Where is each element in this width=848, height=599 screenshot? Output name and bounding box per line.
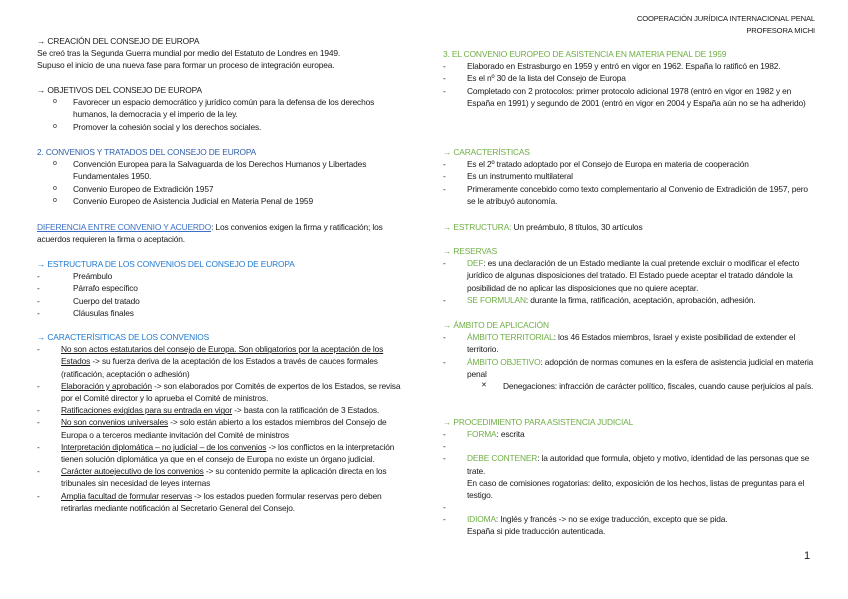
section-heading: → CARACTERÍSTICAS	[443, 147, 530, 157]
section-diferencia	[37, 221, 407, 245]
spacer	[443, 440, 818, 452]
course-title: COOPERACIÓN JURÍDICA INTERNACIONAL PENAL	[636, 14, 815, 23]
list-item	[37, 441, 407, 465]
item-text: : los 46 Estados miembros, Israel y existe posibilidad de extender el territorio.	[467, 332, 796, 355]
section-caracteristicas	[443, 146, 818, 207]
list-item	[37, 343, 407, 380]
item-text: -> solo están abierto a los estados miembros del Consejo de Europa o a terceros mediante invitación del Comité de ministros	[61, 417, 387, 440]
list-item: - Es el nº 30 de la lista del Consejo de Europa	[443, 72, 818, 84]
item-text: : es una declaración de un Estado mediante la cual pretende excluir o modificar el efecto jurídico de algunas disposiciones del tratado. El Estado puede aceptar el tratado dándole la posibilidad de no aplicar las disposiciones que no quiere aceptar.	[467, 258, 800, 293]
list-item: - Primeramente concebido como texto complementario al Convenio de Extradición de 1957, pero se le atribuyó autonomía.	[443, 183, 818, 207]
item-label: ÁMBITO OBJETIVO	[467, 356, 541, 367]
list-item: - Completado con 2 protocolos: primer protocolo adicional 1978 (entró en vigor en 1982 y en España en 1991) y segundo de 2001 (entró en vigor en 2004 y España aún no se ha adherido)	[443, 85, 818, 109]
list-item: - Elaborado en Estrasburgo en 1959 y entró en vigor en 1962. España lo ratificó en 1982.	[443, 60, 818, 72]
section-procedimiento	[443, 416, 818, 538]
list-item: o Convención Europea para la Salvaguarda de los Derechos Humanos y Libertades Fundamentales 1950.	[37, 158, 407, 182]
spacer	[443, 501, 818, 513]
item-label: DEBE CONTENER	[467, 453, 538, 464]
list-item: - Cláusulas finales	[37, 307, 407, 319]
list-item	[443, 294, 818, 306]
list-item: o Favorecer un espacio democrático y jurídico común para la defensa de los derechos humanos, la democracia y el imperio de la ley.	[37, 96, 407, 120]
list-item	[37, 465, 407, 489]
item-text: -> su contenido permite la aplicación directa en los tribunales sin necesidad de leyes internas	[61, 466, 387, 489]
section-heading: → PROCEDIMIENTO PARA ASISTENCIA JUDICIAL	[443, 417, 634, 427]
item-text: : la autoridad que formula, objeto y motivo, identidad de las personas que se trate.	[467, 453, 810, 476]
section-reservas	[443, 245, 818, 306]
diferencia-text: : Los convenios exigen la firma y ratificación; los acuerdos requieren la firma o aceptación.	[37, 222, 383, 245]
section-heading: → ESTRUCTURA DE LOS CONVENIOS DEL CONSEJO DE EUROPA	[37, 259, 295, 269]
item-text: -> basta con la ratificación de 3 Estados.	[232, 405, 380, 416]
item-text-extra: España si pide traducción autenticada.	[467, 526, 606, 537]
section-heading: → CARACTERÍSITICAS DE LOS CONVENIOS	[37, 332, 210, 342]
item-lead: Carácter autoejecutivo de los convenios	[61, 466, 204, 477]
section-caracteristicas-convenios	[37, 331, 407, 514]
list-item: - Cuerpo del tratado	[37, 295, 407, 307]
item-text-extra: En caso de comisiones rogatorias: delito, exposición de los hechos, listas de preguntas para el testigo.	[467, 477, 805, 501]
section-estructura	[37, 258, 407, 319]
section-heading: → OBJETIVOS DEL CONSEJO DE EUROPA	[37, 85, 202, 95]
item-text: -> los conflictos en la interpretación tienen solución diplomática ya que en el consejo de Europa no existe un órgano judicial.	[61, 441, 395, 465]
item-lead: Ratificaciones exigidas para su entrada en vigor	[61, 405, 233, 416]
list-item	[37, 490, 407, 514]
diferencia-link[interactable]: DIFERENCIA ENTRE CONVENIO Y ACUERDO	[37, 222, 212, 232]
section-estructura-1959	[443, 221, 818, 233]
section-creacion	[37, 35, 407, 72]
item-text: : adopción de normas comunes en la esfera de asistencia judicial en materia penal	[467, 356, 814, 379]
section-objetivos	[37, 84, 407, 133]
page-number: 1	[804, 550, 810, 562]
item-label: FORMA	[467, 429, 497, 440]
list-item	[37, 380, 407, 404]
item-lead: Amplia facultad de formular reservas	[61, 490, 192, 501]
item-label: DEF	[467, 258, 484, 269]
item-label: IDIOMA	[467, 514, 496, 525]
list-item	[443, 331, 818, 355]
paragraph: Supuso el inicio de una nueva fase para formar un proceso de integración europea.	[37, 60, 335, 71]
section-heading: 2. CONVENIOS Y TRATADOS DEL CONSEJO DE EUROPA	[37, 147, 257, 157]
section-heading: 3. EL CONVENIO EUROPEO DE ASISTENCIA EN MATERIA PENAL DE 1959	[443, 49, 727, 59]
section-convenios	[37, 146, 407, 207]
section-heading: → RESERVAS	[443, 246, 498, 256]
item-text: -> los estados pueden formular reservas pero deben retirarlas mediante notificación al Secretario General del Consejo.	[61, 490, 382, 513]
section-heading: → ÁMBITO DE APLICACIÓN	[443, 320, 549, 330]
list-item: - Es el 2º tratado adoptado por el Consejo de Europa en materia de cooperación	[443, 158, 818, 170]
section-heading: → CREACIÓN DEL CONSEJO DE EUROPA	[37, 36, 200, 46]
item-lead: No son actos estatutarios del consejo de Europa. Son obligatorios por la aceptación de los Estados	[61, 344, 384, 367]
item-text: : Inglés y francés -> no se exige traducción, excepto que se pida.	[495, 514, 728, 525]
item-lead: No son convenios universales	[61, 417, 169, 428]
page-header	[637, 13, 815, 37]
list-item: - Es un instrumento multilateral	[443, 170, 818, 182]
list-item: o Convenio Europeo de Extradición 1957	[37, 183, 407, 195]
item-lead: Elaboración y aprobación	[61, 380, 152, 391]
section-ambito	[443, 319, 818, 392]
item-text: -> su fuerza deriva de la aceptación de los Estados a través de cauces formales (ratificación, aceptación o adhesión)	[61, 356, 378, 379]
list-item	[443, 257, 818, 294]
item-lead: Interpretación diplomática – no judicial – de los convenios	[61, 441, 267, 452]
item-text: -> son elaborados por Comités de expertos de los Estados, se revisa por el Comité director y lo aprueba el Comité de ministros.	[61, 380, 401, 404]
item-label: SE FORMULAN	[467, 294, 526, 305]
item-text: : durante la firma, ratificación, aceptación, aprobación, adhesión.	[525, 294, 756, 305]
list-item-forma	[443, 428, 818, 440]
list-item-idioma	[443, 513, 818, 537]
item-label: ÁMBITO TERRITORIAL	[467, 332, 554, 343]
estructura-text: Un preámbulo, 8 títulos, 30 artículos	[511, 222, 643, 232]
list-item-contener	[443, 452, 818, 501]
list-item: - Preámbulo	[37, 270, 407, 282]
list-item: o Convenio Europeo de Asistencia Judicial en Materia Penal de 1959	[37, 195, 407, 207]
list-item: - Párrafo específico	[37, 282, 407, 294]
list-item	[443, 356, 818, 380]
sub-list-item: ✕ Denegaciones: infracción de carácter político, fiscales, cuando cause perjuicios al país.	[443, 380, 818, 392]
paragraph: Se creó tras la Segunda Guerra mundial por medio del Estatuto de Londres en 1949.	[37, 48, 341, 59]
estructura-label: → ESTRUCTURA:	[443, 222, 512, 232]
list-item: o Promover la cohesión social y los derechos sociales.	[37, 121, 407, 133]
list-item	[37, 416, 407, 440]
section-convenio-1959	[443, 48, 818, 109]
list-item	[37, 404, 407, 416]
item-text: : escrita	[496, 429, 525, 440]
professor-name: PROFESORA MICHI	[746, 26, 815, 35]
